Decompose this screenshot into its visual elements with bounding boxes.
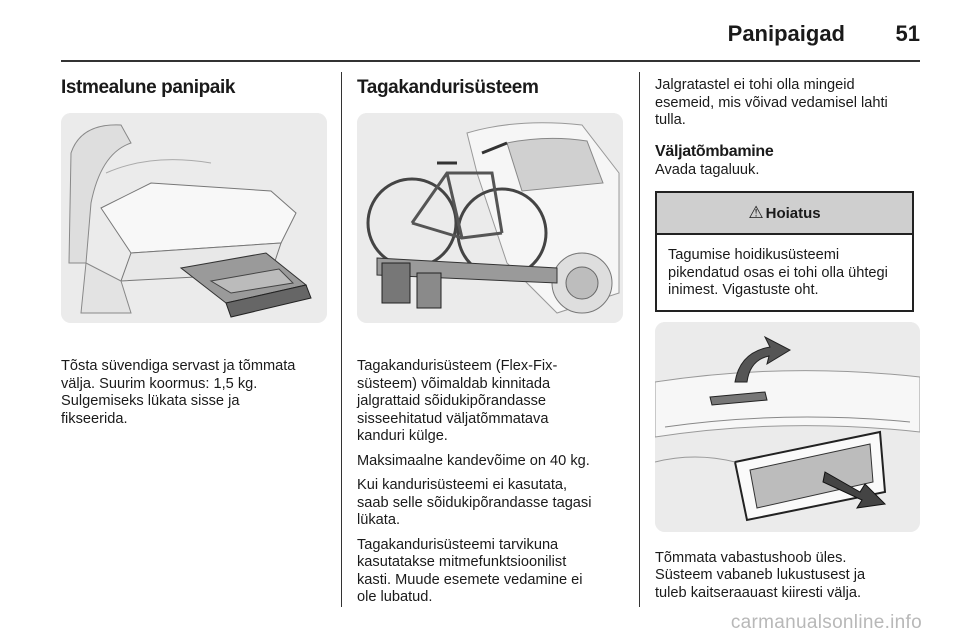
warning-triangle-icon: ⚠: [748, 203, 764, 222]
page-number: 51: [895, 21, 920, 46]
watermark: carmanualsonline.info: [730, 612, 922, 633]
carrier-release-illustration: [655, 322, 920, 532]
column-rear-carrier: [357, 74, 623, 607]
header-divider: [61, 60, 920, 62]
column-divider-1: [341, 72, 342, 607]
release-lever-caption: Tõmmata vabastushoob üles. Süsteem vabaneb lukustusest ja tuleb kaitseraauast kiiresti välja.: [655, 549, 866, 601]
column-divider-2: [639, 72, 640, 607]
section-heading-seat-storage: Istmealune panipaik: [61, 77, 236, 98]
page-header-title: Panipaigad: [727, 21, 845, 46]
warning-box: [655, 191, 914, 312]
carrier-max-load-text: Maksimaalne kandevõime on 40 kg.: [357, 452, 590, 469]
column-extraction: [655, 77, 921, 602]
section-heading-rear-carrier: Tagakandurisüsteem: [357, 77, 539, 98]
carrier-accessory-text: Tagakandurisüsteemi tarvikuna kasutatakse mitmefunktsioonilist kasti. Muude esemete vedamine ei ole lubatud.: [357, 536, 583, 605]
warning-body: Tagumise hoidikusüsteemi pikendatud osas ei tohi olla ühtegi inimest. Vigastuste oht.: [668, 247, 888, 298]
seat-drawer-illustration: [61, 113, 327, 323]
bicycle-carrier-illustration: [357, 113, 623, 323]
open-tailgate-text: Avada tagaluuk.: [655, 161, 760, 178]
bicycle-loose-items-text: Jalgratastel ei tohi olla mingeid esemeid, mis võivad vedamisel lahti tulla.: [655, 77, 888, 128]
carrier-retract-text: Kui kandurisüsteemi ei kasutata, saab selle sõidukipõrandasse tagasi lükata.: [357, 477, 592, 528]
carrier-intro-text: Tagakandurisüsteem (Flex-Fix- süsteem) võimaldab kinnitada jalgrattaid sõidukipõrandasse sisseehitatud väljatõmmatava kanduri külge.: [357, 358, 558, 444]
subheading-extraction: Väljatõmbamine: [655, 142, 774, 160]
seat-storage-text: Tõsta süvendiga servast ja tõmmata välja. Suurim koormus: 1,5 kg. Sulgemiseks lükata sisse ja fikseerida.: [61, 358, 296, 427]
column-seat-storage: [61, 74, 327, 428]
warning-header: [657, 193, 912, 235]
warning-title: Hoiatus: [765, 204, 821, 222]
